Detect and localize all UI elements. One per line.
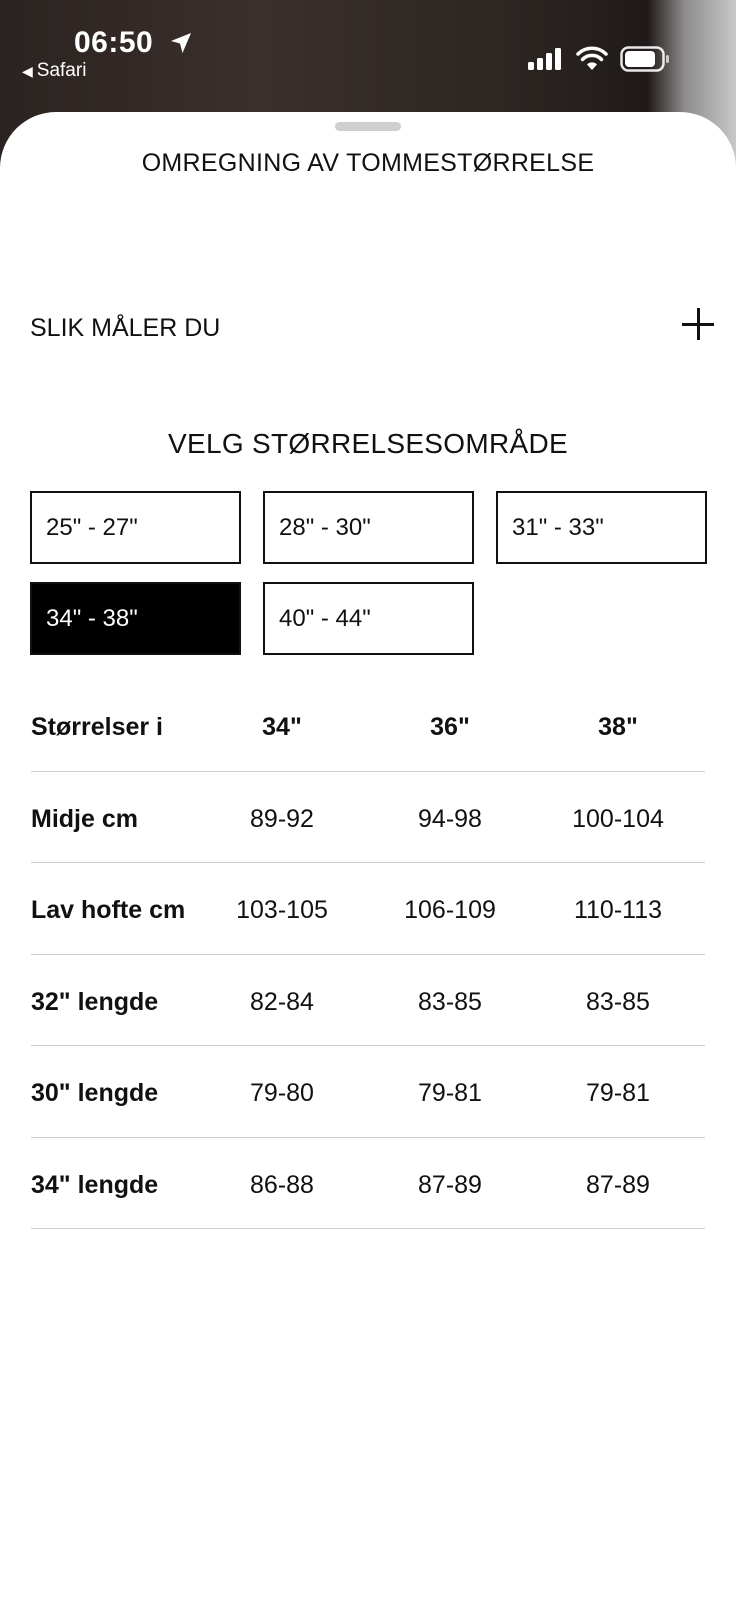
table-row — [31, 955, 705, 1047]
table-row — [31, 1138, 705, 1230]
cellular-signal-icon — [528, 48, 564, 70]
table-cell: 106-109 — [404, 896, 496, 924]
table-cell: 83-85 — [586, 987, 650, 1016]
table-row — [31, 1046, 705, 1138]
table-cell: 100-104 — [572, 804, 664, 833]
sheet-title: OMREGNING AV TOMMESTØRRELSE — [141, 149, 595, 177]
table-cell: 87-89 — [418, 1170, 482, 1199]
row-label: Lav hofte cm — [31, 896, 186, 924]
table-cell: 83-85 — [418, 987, 482, 1016]
back-app-label: Safari — [36, 60, 87, 81]
row-label: Midje cm — [31, 804, 138, 833]
size-table — [31, 680, 705, 1229]
range-button-25-27[interactable]: 25" - 27" — [30, 491, 241, 564]
range-button-31-33[interactable]: 31" - 33" — [496, 491, 707, 564]
row-label: 34" lengde — [31, 1170, 159, 1199]
row-label: 30" lengde — [31, 1079, 159, 1107]
table-cell: 86-88 — [250, 1170, 314, 1199]
table-header-col: 34" — [262, 713, 302, 741]
table-row — [31, 863, 705, 955]
range-button-40-44[interactable]: 40" - 44" — [263, 582, 474, 655]
table-cell: 110-113 — [573, 896, 663, 924]
size-range-title: VELG STØRRELSESOMRÅDE — [168, 428, 568, 459]
back-triangle-icon: ◀ — [22, 63, 33, 79]
table-cell: 87-89 — [586, 1170, 650, 1199]
table-header-col: 38" — [598, 713, 638, 741]
range-button-28-30[interactable]: 28" - 30" — [263, 491, 474, 564]
table-row — [31, 772, 705, 864]
plus-icon[interactable] — [682, 308, 714, 340]
table-header-col: 36" — [430, 713, 470, 741]
battery-icon — [620, 46, 670, 72]
table-cell: 79-81 — [418, 1079, 482, 1107]
range-button-34-38[interactable]: 34" - 38" — [30, 582, 241, 655]
how-to-measure-accordion[interactable] — [30, 302, 710, 352]
status-time: 06:50 — [74, 26, 154, 59]
table-header-row — [31, 680, 705, 772]
row-label: 32" lengde — [31, 987, 159, 1016]
table-cell: 94-98 — [418, 804, 482, 833]
wifi-icon — [576, 44, 608, 70]
table-cell: 79-80 — [250, 1079, 314, 1107]
table-cell: 82-84 — [250, 987, 314, 1016]
table-cell: 79-81 — [586, 1079, 650, 1107]
table-cell: 103-105 — [236, 896, 328, 924]
how-to-measure-label: SLIK MÅLER DU — [30, 314, 221, 342]
location-arrow-icon — [170, 32, 192, 54]
sheet-grabber-handle[interactable] — [335, 122, 401, 131]
status-bar — [0, 0, 736, 110]
back-to-safari-link[interactable] — [22, 60, 86, 82]
table-cell: 89-92 — [250, 804, 314, 833]
table-header-label: Størrelser i — [31, 713, 164, 741]
